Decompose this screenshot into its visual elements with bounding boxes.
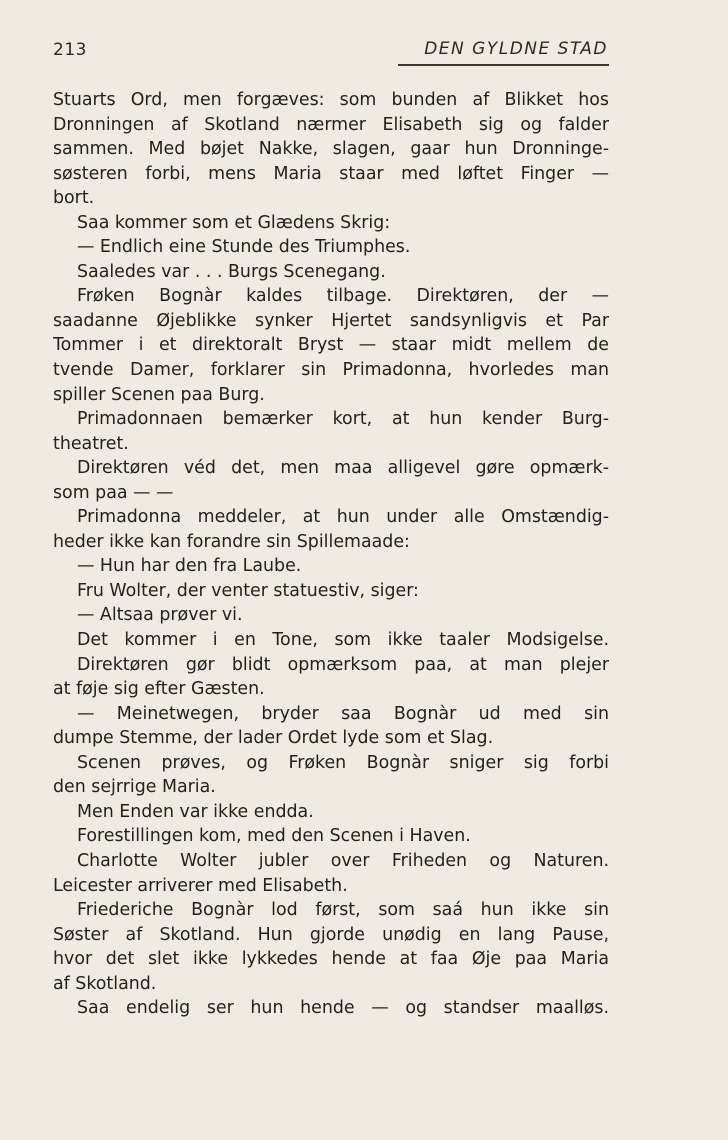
text-line: theatret. [53, 433, 129, 454]
text-line: Charlotte Wolter jubler over Friheden og Naturen. [77, 850, 609, 871]
text-line: Primadonna meddeler, at hun under alle Omstændig- [77, 507, 609, 528]
text-line: Frøken Bognàr kaldes tilbage. Direktøren, der — [77, 286, 609, 307]
text-line: Friederiche Bognàr lod først, som saá hun ikke sin [77, 900, 609, 921]
text-line: af Skotland. [53, 973, 157, 994]
text-line: — Hun har den fra Laube. [77, 556, 302, 577]
text-line: — Meinetwegen, bryder saa Bognàr ud med sin [77, 703, 609, 724]
text-line: at føje sig efter Gæsten. [53, 679, 265, 700]
text-line: den sejrrige Maria. [53, 777, 216, 798]
text-line: Forestillingen kom, med den Scenen i Haven. [77, 826, 471, 847]
text-line: — Altsaa prøver vi. [77, 605, 243, 626]
text-line: saadanne Øjeblikke synker Hjertet sandsynligvis et Par [53, 310, 609, 331]
text-line: Det kommer i en Tone, som ikke taaler Modsigelse. [77, 630, 609, 651]
text-line: Primadonnaen bemærker kort, at hun kender Burg- [77, 409, 609, 430]
running-head: DEN GYLDNE STAD [424, 39, 608, 59]
text-line: Stuarts Ord, men forgæves: som bunden af Blikket hos [53, 90, 609, 110]
text-line: hvor det slet ikke lykkedes hende at faa Øje paa Maria [53, 949, 609, 970]
text-line: Scenen prøves, og Frøken Bognàr sniger sig forbi [77, 752, 609, 773]
text-line: spiller Scenen paa Burg. [53, 384, 265, 405]
text-line: Saa kommer som et Glædens Skrig: [77, 212, 391, 233]
text-line: som paa — — [53, 482, 174, 503]
text-line: sammen. Med bøjet Nakke, slagen, gaar hun Dronninge- [53, 139, 609, 160]
text-line: søsteren forbi, mens Maria staar med løftet Finger — [53, 163, 609, 184]
text-line: tvende Damer, forklarer sin Primadonna, hvorledes man [53, 360, 609, 381]
text-line: Saaledes var . . . Burgs Scenegang. [77, 261, 386, 282]
text-line: Tommer i et direktoralt Bryst — staar midt mellem de [53, 335, 609, 356]
text-line: bort. [53, 188, 95, 209]
body-text [53, 88, 609, 1021]
text-line: Leicester arriverer med Elisabeth. [53, 875, 348, 896]
text-line: Men Enden var ikke endda. [77, 801, 314, 822]
text-line: — Endlich eine Stunde des Triumphes. [77, 237, 411, 258]
header-rule [398, 64, 609, 66]
text-line: Fru Wolter, der venter statuestiv, siger: [77, 580, 419, 601]
text-line: Saa endelig ser hun hende — og standser maalløs. [77, 998, 609, 1019]
page-number: 213 [53, 40, 87, 60]
text-line: Dronningen af Skotland nærmer Elisabeth sig og falder [53, 114, 609, 135]
text-line: Søster af Skotland. Hun gjorde unødig en lang Pause, [53, 924, 609, 945]
text-line: heder ikke kan forandre sin Spillemaade: [53, 531, 410, 552]
text-line: dumpe Stemme, der lader Ordet lyde som et Slag. [53, 728, 494, 749]
text-line: Direktøren véd det, men maa alligevel gøre opmærk- [77, 458, 609, 479]
text-line: Direktøren gør blidt opmærksom paa, at man plejer [77, 654, 609, 675]
